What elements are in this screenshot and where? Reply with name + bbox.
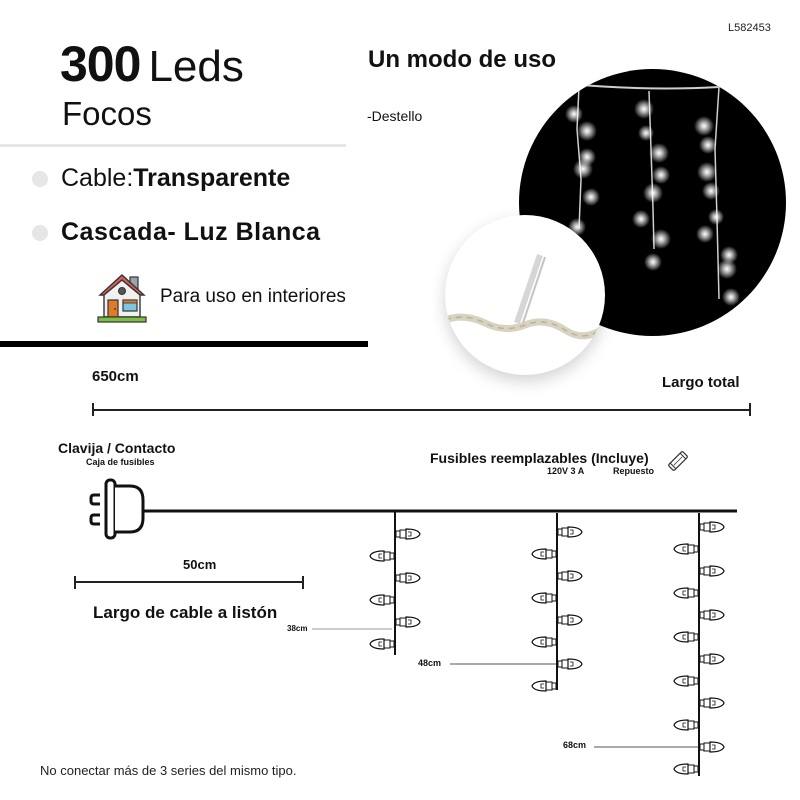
total-length-label: Largo total [662, 374, 740, 391]
led-count-title [60, 36, 244, 95]
wiring-diagram [0, 470, 800, 790]
lead-length-value: 50cm [183, 557, 217, 572]
indoor-use-label: Para uso en interiores [160, 286, 346, 307]
feature-type-value: Cascada- Luz Blanca [61, 218, 321, 246]
plug-label: Clavija / Contacto [58, 440, 176, 456]
subtitle: Focos [62, 95, 152, 132]
fuse-spare: Repuesto [613, 466, 655, 476]
led-unit: Leds [148, 42, 244, 91]
led-count: 300 [60, 36, 141, 92]
feature-type [32, 218, 321, 247]
bullet-icon [32, 171, 48, 187]
transparent-cable-photo [445, 215, 605, 375]
fuse-rating: 120V 3 A [547, 466, 585, 476]
feature-cable-value: Transparente [133, 164, 291, 192]
warning-note: No conectar más de 3 series del mismo tipo. [40, 763, 297, 778]
total-length-line [92, 409, 751, 411]
tick-right [749, 403, 751, 416]
fuse-label: Fusibles reemplazables (Incluye) [430, 450, 649, 466]
divider-bottom [0, 341, 368, 347]
indoor-use [94, 269, 346, 325]
sku-code: L582453 [728, 22, 771, 34]
bullet-icon [32, 225, 48, 241]
divider-top [0, 144, 346, 147]
mode-title: Un modo de uso [368, 46, 556, 73]
tick-left [92, 403, 94, 416]
strand-2-length: 48cm [418, 658, 442, 668]
plug-icon [91, 480, 143, 538]
strand-1-length: 38cm [287, 624, 308, 633]
feature-cable [32, 164, 290, 193]
total-length-value: 650cm [92, 368, 139, 385]
strand-3-length: 68cm [563, 740, 587, 750]
house-icon [94, 269, 150, 325]
lead-length-label: Largo de cable a listón [93, 603, 278, 622]
plug-sublabel: Caja de fusibles [86, 457, 155, 467]
feature-cable-label: Cable: [61, 164, 134, 192]
mode-item: -Destello [367, 108, 423, 124]
